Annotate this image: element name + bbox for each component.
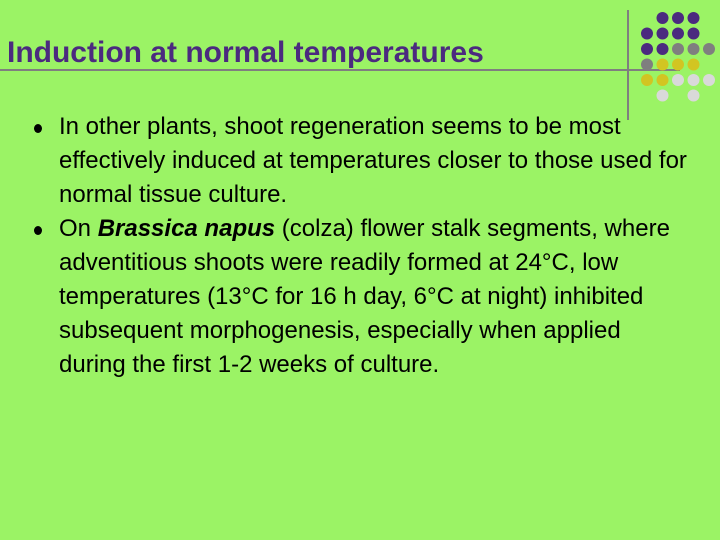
decorative-dot bbox=[641, 43, 653, 55]
decorative-dot bbox=[657, 90, 669, 102]
decorative-dot bbox=[657, 59, 669, 71]
decorative-dot bbox=[641, 59, 653, 71]
bullet-marker-icon bbox=[34, 124, 42, 133]
bullet-text-2-lead: On bbox=[59, 215, 98, 242]
decorative-dot bbox=[672, 28, 684, 40]
decorative-dot bbox=[703, 74, 715, 86]
decorative-dot bbox=[688, 59, 700, 71]
decorative-dot bbox=[672, 43, 684, 55]
bullet-list bbox=[0, 110, 720, 382]
bullet-item-1 bbox=[0, 110, 720, 212]
corner-vertical-rule bbox=[627, 10, 629, 120]
bullet-marker-icon bbox=[34, 226, 42, 235]
decorative-dot bbox=[657, 74, 669, 86]
decorative-dot bbox=[688, 12, 700, 24]
decorative-dot bbox=[672, 59, 684, 71]
decorative-dot bbox=[657, 28, 669, 40]
bullet-item-2 bbox=[0, 212, 720, 382]
decorative-dot bbox=[703, 43, 715, 55]
bullet-text-2-rest: (colza) flower stalk segments, where adventitious shoots were readily formed at 24°C, low temperatures (13°C for 16 h day, 6°C at night) inhibited subsequent morphogenesis, especially when applied during the first 1-2 weeks of culture. bbox=[59, 215, 670, 378]
decorative-dot-grid bbox=[635, 10, 720, 120]
decorative-dot bbox=[657, 12, 669, 24]
decorative-dot bbox=[641, 28, 653, 40]
decorative-dot bbox=[657, 43, 669, 55]
species-name-emphasis: Brassica napus bbox=[97, 215, 276, 242]
decorative-dot bbox=[641, 74, 653, 86]
decorative-dot bbox=[672, 74, 684, 86]
decorative-dot bbox=[688, 90, 700, 102]
title-underline-rule bbox=[0, 69, 680, 71]
decorative-dot bbox=[672, 12, 684, 24]
slide-title: Induction at normal temperatures bbox=[7, 36, 484, 69]
decorative-dot bbox=[688, 28, 700, 40]
decorative-dot bbox=[688, 43, 700, 55]
bullet-text-2 bbox=[59, 212, 689, 382]
decorative-dot bbox=[688, 74, 700, 86]
bullet-text-1: In other plants, shoot regeneration seems to be most effectively induced at temperatures closer to those used for normal tissue culture. bbox=[59, 113, 687, 208]
